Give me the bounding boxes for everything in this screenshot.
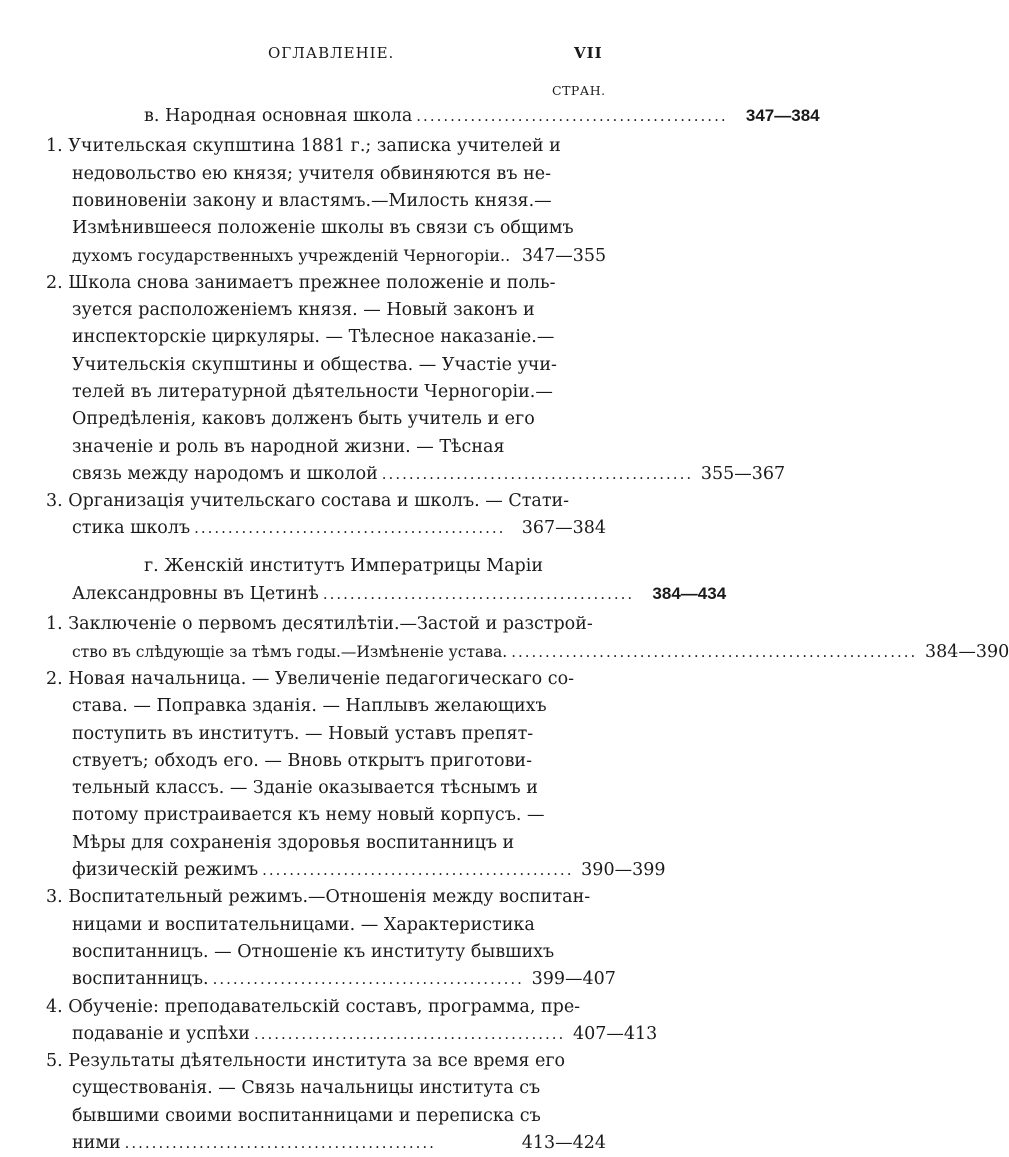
running-head [0, 44, 650, 68]
entry-text: духомъ государственныхъ учрежденій Черногоріи.. [72, 246, 511, 266]
entry-text: 1. Заключеніе о первомъ десятилѣтіи.—Застой и разстрой- [46, 614, 593, 635]
entry-text: воспитанницъ. — Отношеніе къ институту бывшихъ [72, 941, 555, 962]
dot-leader: .............................................. [381, 464, 694, 483]
entry-text: подаваніе и успѣхи [72, 1023, 250, 1044]
entry-text: недовольство ею князя; учителя обвиняются въ не- [72, 163, 552, 184]
entry-text: 3. Воспитательный режимъ.—Отношенія между воспитан- [46, 887, 591, 908]
dot-leader: .............................................. [322, 585, 635, 604]
entry-text: 5. Результаты дѣятельности института за все время его [46, 1051, 566, 1072]
entry-text: ницами и воспитательницами. — Характеристика [72, 914, 535, 935]
page-range: 407—413 [572, 1023, 658, 1044]
entry-text: Измѣнившееся положеніе школы въ связи съ общимъ [72, 218, 574, 239]
page-range: 413—424 [521, 1132, 606, 1153]
entry-text: Учительскія скупштины и общества. — Участіе учи- [72, 354, 557, 375]
entry-text: ствуетъ; обходъ его. — Вновь открытъ приготови- [72, 750, 533, 771]
entry-text: бывшими своими воспитанницами и переписка съ [72, 1105, 541, 1126]
entry-text: значеніе и роль въ народной жизни. — Тѣсная [72, 436, 505, 457]
toc-entry[interactable] [46, 133, 606, 269]
page-range: 384—434 [652, 584, 727, 604]
page-range: 390—399 [581, 860, 666, 881]
entry-text: телей въ литературной дѣятельности Черногоріи.— [72, 381, 553, 402]
entry-text: 1. Учительская скупштина 1881 г.; записка учителей и [46, 136, 561, 157]
toc-entry[interactable] [46, 270, 786, 488]
page-title: ОГЛАВЛЕНІЕ. [268, 44, 395, 62]
entry-text: ство въ слѣдующіе за тѣмъ годы.—Измѣненіе устава. [72, 642, 508, 661]
entry-text: става. — Поправка зданія. — Наплывъ желающихъ [72, 696, 547, 717]
entry-text: ними [72, 1132, 121, 1153]
dot-leader: .............................................. [253, 1024, 566, 1043]
dot-leader: .............................................. [124, 1133, 436, 1152]
entry-text: воспитанницъ. [72, 969, 209, 990]
page-range: 399—407 [531, 969, 616, 990]
entry-text: 2. Новая начальница. — Увеличеніе педагогическаго со- [46, 668, 575, 689]
toc-line [46, 102, 820, 129]
section-title: в. Народная основная школа [144, 106, 413, 126]
entry-text: связь между народомъ и школой [72, 463, 378, 484]
entry-text: Мѣры для сохраненія здоровья воспитанницъ и [72, 832, 515, 853]
entry-text: Опредѣленія, каковъ долженъ быть учитель и его [72, 409, 535, 430]
entry-text: повиновеніи закону и властямъ.—Милость князя.— [72, 190, 552, 211]
page-range: 347—355 [521, 246, 607, 267]
dot-leader: .............................................. [212, 970, 524, 989]
entry-text: 3. Организація учительскаго состава и школъ. — Стати- [46, 491, 570, 512]
entry-text: поступить въ институтъ. — Новый уставъ препят- [72, 723, 534, 744]
section-title: г. Женскій институтъ Императрицы Маріи [144, 555, 544, 576]
section-title: Александровны въ Цетинѣ [72, 584, 319, 605]
entry-text: 4. Обученіе: преподавательскій составъ, программа, пре- [46, 996, 581, 1017]
page-range: 384—390 [924, 641, 1009, 662]
dot-leader: .............................................. [416, 107, 728, 125]
pages-column-label: СТРАН. [552, 83, 606, 98]
toc-entry[interactable] [46, 884, 616, 993]
page-number: VII [574, 44, 603, 62]
toc-entry[interactable] [46, 994, 658, 1049]
entry-text: существованія. — Связь начальницы института съ [72, 1078, 541, 1099]
dot-leader: .............................................. [262, 861, 574, 880]
page-range: 355—367 [700, 463, 786, 484]
entry-text: инспекторскіе циркуляры. — Тѣлесное наказаніе.— [72, 327, 555, 348]
toc-entry[interactable] [46, 1048, 606, 1157]
entry-text: физическій режимъ [72, 860, 259, 881]
dot-leader: .............................................. [194, 519, 506, 538]
toc-entry[interactable] [46, 666, 666, 884]
entry-text: потому пристраивается къ нему новый корпусъ. — [72, 805, 545, 826]
entry-text: 2. Школа снова занимаетъ прежнее положеніе и поль- [46, 272, 556, 293]
toc-section-g[interactable] [46, 553, 727, 608]
dot-leader: ............................................................ [511, 642, 918, 661]
toc-entry[interactable] [46, 488, 606, 543]
toc-section-v[interactable] [46, 102, 820, 129]
table-of-contents [46, 102, 1009, 1157]
entry-text: тельный классъ. — Зданіе оказывается тѣснымъ и [72, 778, 538, 799]
entry-text: стика школъ [72, 518, 191, 539]
page-range: 347—384 [745, 106, 820, 125]
entry-text: зуется расположеніемъ князя. — Новый законъ и [72, 300, 535, 321]
toc-entry[interactable] [46, 611, 1009, 666]
page-range: 367—384 [521, 518, 606, 539]
